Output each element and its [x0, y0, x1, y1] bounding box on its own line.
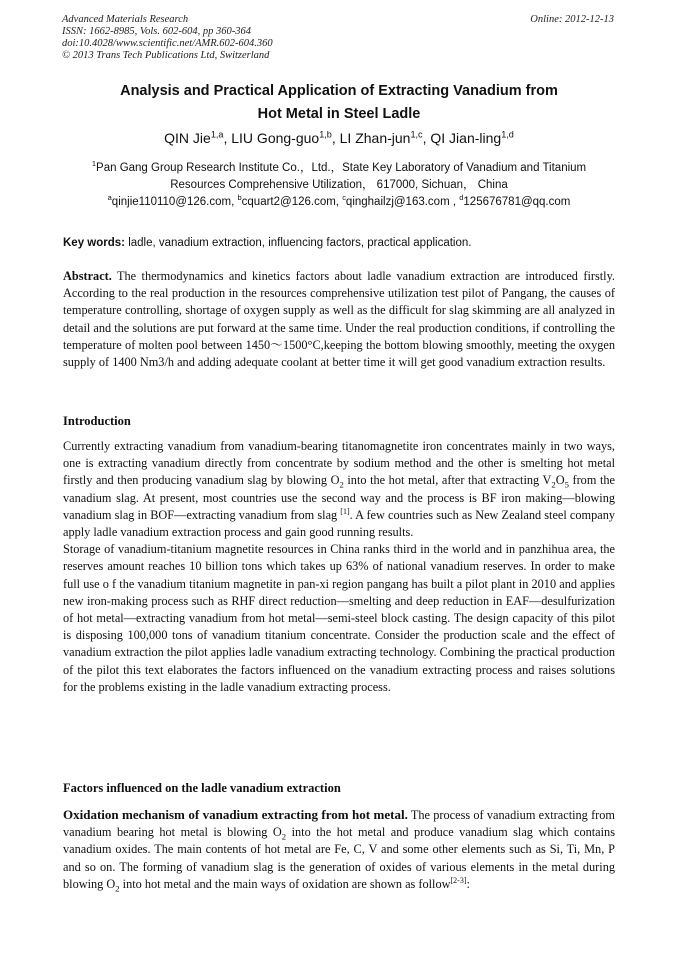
keywords-text: ladle, vanadium extraction, influencing factors, practical application.	[125, 237, 472, 249]
email-address[interactable]: cquart2@126.com,	[241, 196, 343, 208]
email-sup: d	[459, 193, 464, 203]
email-sup: c	[342, 193, 346, 203]
introduction-body	[63, 438, 615, 696]
introduction-heading: Introduction	[63, 414, 131, 428]
subscript: 5	[564, 479, 569, 490]
text-run: into the hot metal and produce vanadium slag which contains vanadium oxides. The main contents of hot metal are Fe, C, V and some other elements such as Si, Ti, Mn, P and so on. The forming of vanadium slag is the generation of oxides of various elements in the metal during blowing O	[63, 825, 615, 891]
journal-name: Advanced Materials Research	[62, 14, 189, 25]
copyright: © 2013 Trans Tech Publications Ltd, Switzerland	[62, 50, 270, 61]
text-run: from the vanadium slag. At present, most countries use the second way and the process is BF iron making—blowing vanadium slag in BOF—extracting vanadium from slag	[63, 473, 615, 522]
subscript: 2	[115, 883, 120, 894]
abstract	[63, 268, 615, 371]
keywords	[63, 235, 615, 251]
subscript: 2	[551, 479, 556, 490]
text-run: The process of vanadium extracting from vanadium bearing hot metal is blowing O	[63, 808, 615, 840]
doi[interactable]: doi:10.4028/www.scientific.net/AMR.602-604.360	[62, 38, 273, 49]
author-name: LIU Gong-guo	[231, 130, 320, 146]
email-list	[55, 194, 623, 211]
email-address[interactable]: qinjie110110@126.com,	[111, 196, 238, 208]
keywords-label: Key words:	[63, 237, 125, 249]
subscript: 2	[281, 831, 287, 842]
journal-header	[62, 14, 614, 62]
author-list: QIN Jie$^{1,a}$, LIU Gong-guo$^{1,b}$, LI Zhan-jun$^{1,c}$, QI Jian-ling$^{1,d}$	[164, 129, 514, 146]
affiliation-line-1: Pan Gang Group Research Institute Co.，Ltd.，State Key Laboratory of Vanadium and Titanium	[96, 162, 587, 174]
citation[interactable]: [2-3]	[450, 875, 467, 885]
paper-title	[60, 80, 618, 126]
author-name: QIN Jie	[164, 130, 211, 146]
author-sup: 1,b	[319, 129, 332, 140]
citation[interactable]: [1]	[340, 506, 350, 516]
intro-paragraph-2: Storage of vanadium-titanium magnetite resources in China ranks third in the world and in panzhihua area, the reserves amount reaches 10 billion tons which takes up 63% of national vanadium reserves. In order to make full use o f the vanadium titanium magnetite in pan-xi region pangang has built a pilot plant in 2010 and applies new iron-making process such as RHF direct reduction—smelting and deep reduction in EAF—desulfurization of hot metal—extracting vanadium from hot metal—semi-steel block casting. The design capacity of this pilot is disposing 100,000 tons of vanadium titanium concentrate. Consider the production scale and the effect of vanadium extraction the pilot applies ladle vanadium extracting technology. Combining the practical production of the pilot this text elaborates the factors influenced on the vanadium extracting process and raises solutions for the problems existing in the ladle vanadium extracting process.	[63, 542, 615, 694]
title-line-1: Analysis and Practical Application of Extracting Vanadium from	[120, 83, 558, 99]
factors-body	[63, 806, 615, 893]
author-sup: 1,d	[501, 129, 514, 140]
affiliation-line-2: Resources Comprehensive Utilization， 617000, Sichuan， China	[170, 179, 508, 191]
email-sup: b	[237, 193, 242, 203]
subsection-label: Oxidation mechanism of vanadium extracting from hot metal.	[63, 807, 408, 822]
email-address[interactable]: qinghailzj@163.com ,	[345, 196, 460, 208]
email-address[interactable]: 125676781@qq.com	[463, 196, 571, 208]
abstract-text: The thermodynamics and kinetics factors about ladle vanadium extraction are introduced firstly. According to the real production in the resources comprehensive utilization test pilot of Pangang, the causes of temperature controlling, shortage of oxygen supply as well as the difficult for slag skimming are all analyzed in detail and the solutions are put forward at the same time. Under the real production conditions, if controlling the temperature of molten pool between 1450～1500°C,keeping the bottom blowing smoothly, meeting the oxygen supply of 1400 Nm3/h and adding adequate coolant at better time it will get good vanadium extraction results.	[63, 269, 615, 370]
subscript: 2	[339, 479, 344, 490]
email-sup: a	[107, 193, 112, 203]
affiliation	[55, 160, 623, 211]
text-run: into the hot metal, after that extracting V	[343, 473, 552, 488]
affiliation-sup: 1	[91, 159, 97, 169]
factors-heading: Factors influenced on the ladle vanadium extraction	[63, 781, 341, 795]
text-run: :	[466, 876, 470, 891]
text-run: . A few countries such as New Zealand steel company apply ladle vanadium extraction process and gain good running results.	[63, 507, 616, 540]
abstract-label: Abstract.	[63, 269, 112, 283]
text-run: into hot metal and the main ways of oxidation are shown as follow	[119, 876, 451, 891]
title-line-2: Hot Metal in Steel Ladle	[257, 106, 421, 122]
online-date: Online: 2012-12-13	[530, 14, 614, 25]
author-name: QI Jian-ling	[430, 130, 502, 146]
text-run: O	[555, 473, 565, 488]
author-sup: 1,c	[410, 129, 423, 140]
text-run: Currently extracting vanadium from vanadium-bearing titanomagnetite iron concentrates mainly in two ways, one is extracting vanadium directly from concentrate by sodium method and the other is smelting hot metal firstly and then producing vanadium slag by blowing O	[63, 439, 615, 488]
author-sup: 1,a	[210, 129, 224, 140]
intro-paragraph-1	[63, 438, 615, 541]
author-name: LI Zhan-jun	[339, 130, 411, 146]
issn: ISSN: 1662-8985, Vols. 602-604, pp 360-364	[62, 26, 251, 37]
